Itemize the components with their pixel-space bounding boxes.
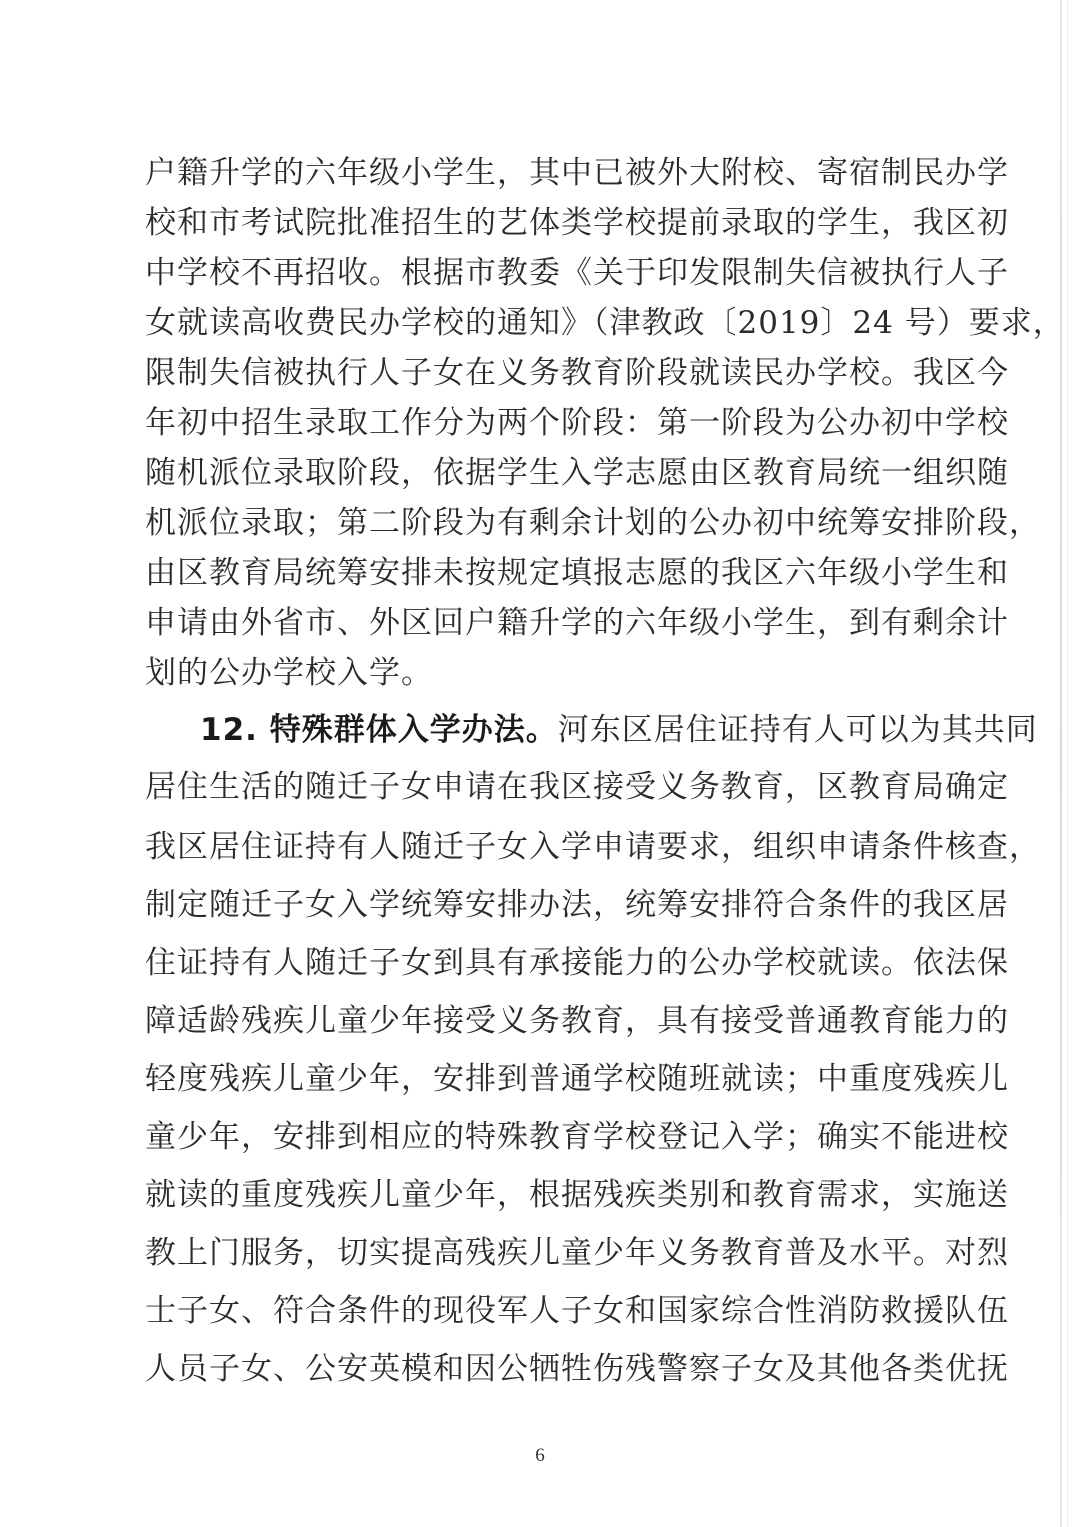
- paragraph-line: 划的公办学校入学。: [145, 655, 433, 691]
- paragraph-line: 人员子女、公安英模和因公牺牲伤残警察子女及其他各类优抚: [145, 1351, 1009, 1387]
- section-first-line-text: 河东区居住证持有人可以为其共同: [557, 712, 1038, 748]
- section-heading: 12. 特殊群体入学办法。: [200, 712, 558, 748]
- paragraph-line: 随机派位录取阶段，依据学生入学志愿由区教育局统一组织随: [145, 455, 1009, 491]
- page-number: 6: [535, 1445, 545, 1466]
- paragraph-line: 居住生活的随迁子女申请在我区接受义务教育，区教育局确定: [145, 769, 1009, 805]
- paragraph-line: 年初中招生录取工作分为两个阶段：第一阶段为公办初中学校: [145, 405, 1009, 441]
- paragraph-line: 申请由外省市、外区回户籍升学的六年级小学生，到有剩余计: [145, 605, 1009, 641]
- paragraph-line: 轻度残疾儿童少年，安排到普通学校随班就读；中重度残疾儿: [145, 1061, 1009, 1097]
- paragraph-line: 制定随迁子女入学统筹安排办法，统筹安排符合条件的我区居: [145, 887, 1009, 923]
- paragraph-line: 中学校不再招收。根据市教委《关于印发限制失信被执行人子: [145, 255, 1009, 291]
- paragraph-line: 限制失信被执行人子女在义务教育阶段就读民办学校。我区今: [145, 355, 1009, 391]
- paragraph-line: 机派位录取；第二阶段为有剩余计划的公办初中统筹安排阶段，: [145, 505, 1041, 541]
- paragraph-line: 障适龄残疾儿童少年接受义务教育，具有接受普通教育能力的: [145, 1003, 1009, 1039]
- paragraph-line: 士子女、符合条件的现役军人子女和国家综合性消防救援队伍: [145, 1293, 1009, 1329]
- paragraph-line: 就读的重度残疾儿童少年，根据残疾类别和教育需求，实施送: [145, 1177, 1009, 1213]
- section-first-line: [200, 710, 1038, 750]
- paragraph-line: 童少年，安排到相应的特殊教育学校登记入学；确实不能进校: [145, 1119, 1009, 1155]
- paragraph-line: 女就读高收费民办学校的通知》（津教政〔2019〕24 号）要求，: [145, 305, 1065, 341]
- paragraph-line: 我区居住证持有人随迁子女入学申请要求，组织申请条件核查，: [145, 829, 1041, 865]
- paragraph-line: 由区教育局统筹安排未按规定填报志愿的我区六年级小学生和: [145, 555, 1009, 591]
- paragraph-line: 住证持有人随迁子女到具有承接能力的公办学校就读。依法保: [145, 945, 1009, 981]
- paragraph-line: 校和市考试院批准招生的艺体类学校提前录取的学生，我区初: [145, 205, 1009, 241]
- paragraph-line: 教上门服务，切实提高残疾儿童少年义务教育普及水平。对烈: [145, 1235, 1009, 1271]
- paragraph-line: 户籍升学的六年级小学生，其中已被外大附校、寄宿制民办学: [145, 155, 1009, 191]
